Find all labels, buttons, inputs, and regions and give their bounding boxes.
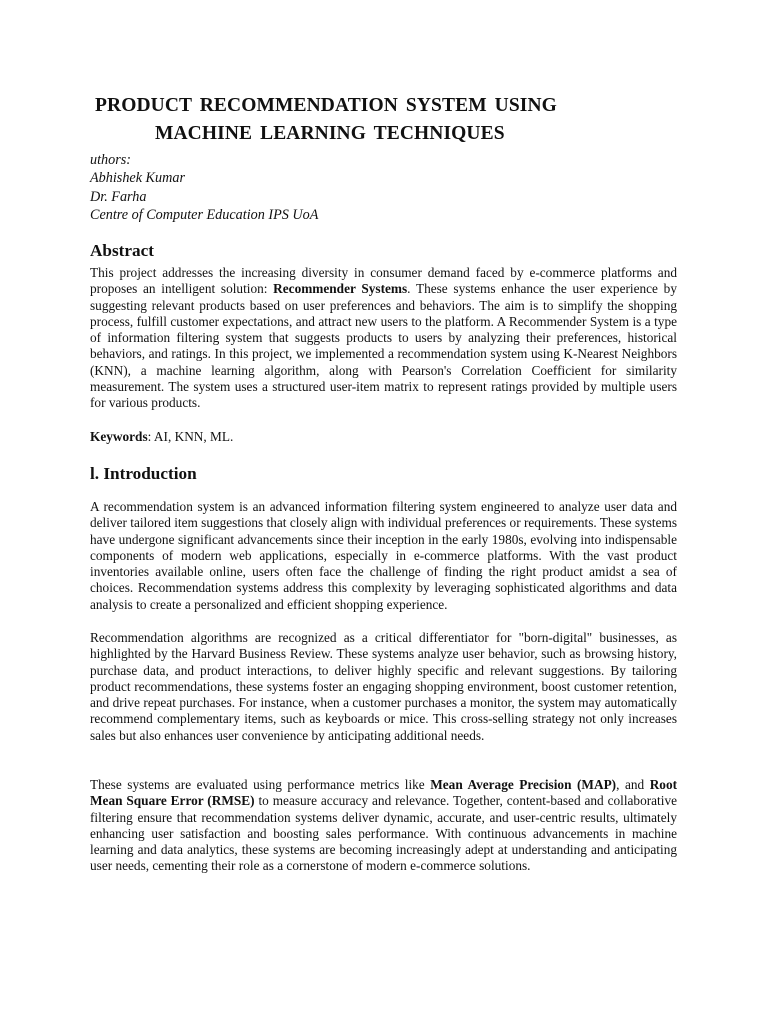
introduction-paragraph-2: Recommendation algorithms are recognized as a critical differentiator for "born-digital" businesses, as highlighted by the Harvard Business Review. These systems analyze user behavior, such as browsing history, purchase data, and product interactions, to deliver highly specific and relevant suggestions. By tailoring product recommendations, these systems foster an engaging shopping environment, boost customer retention, and drive repeat purchases. For instance, when a customer purchases a monitor, the system may automatically recommend complementary items, such as keyboards or mice. This cross-selling strategy not only increases sales but also enhances user convenience by anticipating additional needs. <box>90 630 677 743</box>
abstract-heading: Abstract <box>90 241 154 260</box>
intro3-text: , and <box>616 777 650 792</box>
paper-title-line-1: PRODUCT RECOMMENDATION SYSTEM USING <box>95 95 557 116</box>
keywords-value: : AI, KNN, ML. <box>147 429 234 444</box>
intro3-text: These systems are evaluated using performance metrics like <box>90 777 431 792</box>
author-name: Abhishek Kumar <box>90 170 185 187</box>
intro3-bold-term: Root Mean Square Error (RMSE) <box>90 777 678 809</box>
author-block <box>90 151 680 224</box>
intro3-bold-term: Mean Average Precision (MAP) <box>430 777 617 792</box>
paper-title <box>90 92 680 148</box>
abstract-paragraph <box>90 265 677 412</box>
abstract-text: . These systems enhance the user experience by suggesting relevant products based on user preferences and behaviors. The aim is to simplify the shopping process, fulfill customer expectations, and attract new users to the platform. A Recommender System is a type of information filtering system that suggests products to users by analyzing their preferences, historical behaviors, and ratings. In this project, we implemented a recommendation system using K-Nearest Neighbors (KNN), a machine learning algorithm, along with Pearson's Correlation Coefficient for similarity measurement. The system uses a structured user-item matrix to represent ratings provided by multiple users for various products. <box>90 281 677 411</box>
author-affiliation: Centre of Computer Education IPS UoA <box>90 206 319 223</box>
authors-label: uthors: <box>90 152 131 168</box>
author-name: Dr. Farha <box>90 188 147 205</box>
abstract-text: This project addresses the increasing diversity in consumer demand faced by e-commerce platforms and proposes an intelligent solution: <box>90 265 677 297</box>
introduction-paragraph-3 <box>90 777 677 875</box>
abstract-bold-term: Recommender Systems <box>273 281 408 297</box>
intro3-text: to measure accuracy and relevance. Together, content-based and collaborative filtering ensure that recommendation systems deliver dynamic, accurate, and user-centric results, ultimately enhancing user satisfaction and boosting sales performance. With continuous advancements in machine learning and data analytics, these systems are becoming increasingly adept at understanding and anticipating user needs, cementing their role as a cornerstone of modern e-commerce solutions. <box>90 793 677 874</box>
paper-title-line-2: MACHINE LEARNING TECHNIQUES <box>155 123 505 144</box>
introduction-heading: l. Introduction <box>90 464 197 483</box>
keywords-line <box>90 429 677 445</box>
introduction-paragraph-1: A recommendation system is an advanced information filtering system engineered to analyze user data and deliver tailored item suggestions that closely align with individual preferences or requirements. These systems have undergone significant advancements since their inception in the early 1980s, evolving into indispensable components of modern web applications, especially in e-commerce platforms. With the vast product inventories available online, users often face the challenge of finding the right product amidst a sea of choices. Recommendation systems address this complexity by leveraging sophisticated algorithms and data analysis to create a personalized and efficient shopping experience. <box>90 499 677 612</box>
keywords-label: Keywords <box>90 429 148 444</box>
